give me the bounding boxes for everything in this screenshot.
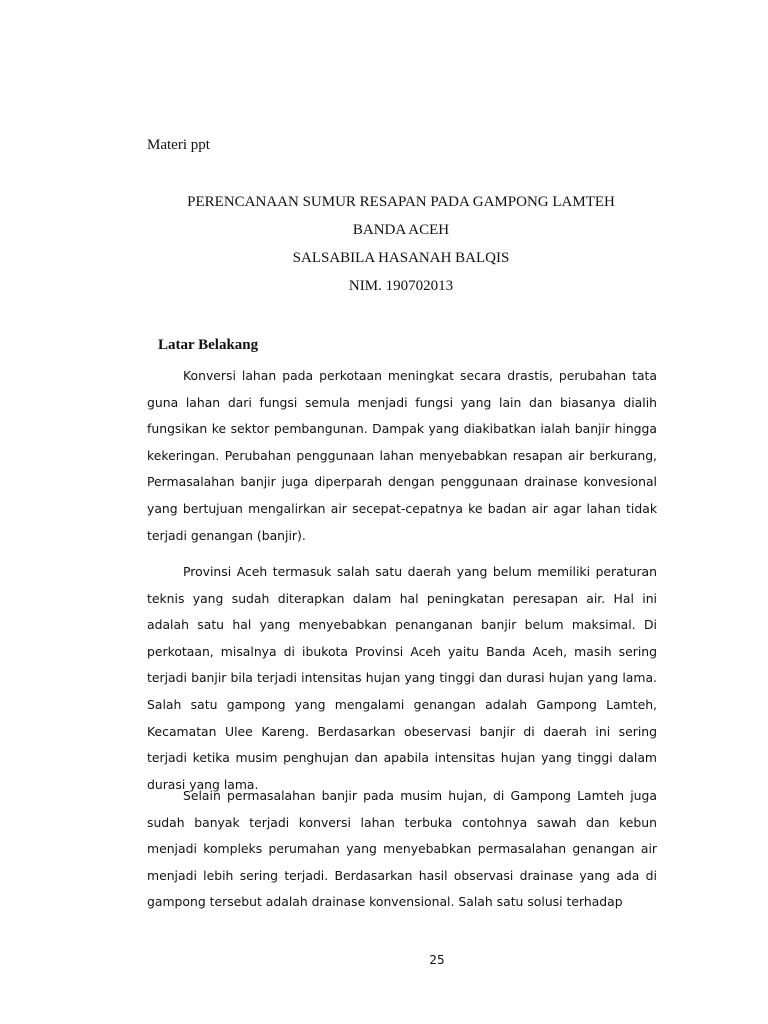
body-paragraph: Konversi lahan pada perkotaan meningkat secara drastis, perubahan tata guna lahan dari fungsi semula menjadi fungsi yang lain dan biasanya dialih fungsikan ke sektor pembangunan. Dampak yang diakibatkan ialah banjir hingga kekeringan. Perubahan penggunaan lahan menyebabkan resapan air berkurang, Permasalahan banjir juga diperparah dengan penggunaan drainase konvesional yang bertujuan mengalirkan air secepat-cepatnya ke badan air agar lahan tidak terjadi genangan (banjir).	[147, 368, 657, 543]
student-id: NIM. 190702013	[348, 278, 454, 294]
body-paragraph: Selain permasalahan banjir pada musim hujan, di Gampong Lamteh juga sudah banyak terjadi konversi lahan terbuka contohnya sawah dan kebun menjadi kompleks perumahan yang menyebabkan permasalahan genangan air menjadi lebih sering terjadi. Berdasarkan hasil observasi drainase yang ada di gampong tersebut adalah drainase konvensional. Salah satu solusi terhadap	[147, 788, 657, 910]
author-name: SALSABILA HASANAH BALQIS	[292, 250, 510, 266]
title-block	[120, 191, 682, 303]
document-label: Materi ppt	[147, 137, 210, 153]
title-line: BANDA ACEH	[352, 222, 450, 238]
page-number: 25	[429, 953, 445, 967]
section-heading: Latar Belakang	[158, 337, 259, 353]
title-line: PERENCANAAN SUMUR RESAPAN PADA GAMPONG LAMTEH	[187, 194, 615, 210]
body-paragraph: Provinsi Aceh termasuk salah satu daerah yang belum memiliki peraturan teknis yang sudah diterapkan dalam hal peningkatan peresapan air. Hal ini adalah satu hal yang menyebabkan penanganan banjir belum maksimal. Di perkotaan, misalnya di ibukota Provinsi Aceh yaitu Banda Aceh, masih sering terjadi banjir bila terjadi intensitas hujan yang tinggi dan durasi hujan yang lama. Salah satu gampong yang mengalami genangan adalah Gampong Lamteh, Kecamatan Ulee Kareng. Berdasarkan obeservasi banjir di daerah ini sering terjadi ketika musim penghujan dan apabila intensitas hujan yang tinggi dalam durasi yang lama.	[147, 564, 657, 792]
